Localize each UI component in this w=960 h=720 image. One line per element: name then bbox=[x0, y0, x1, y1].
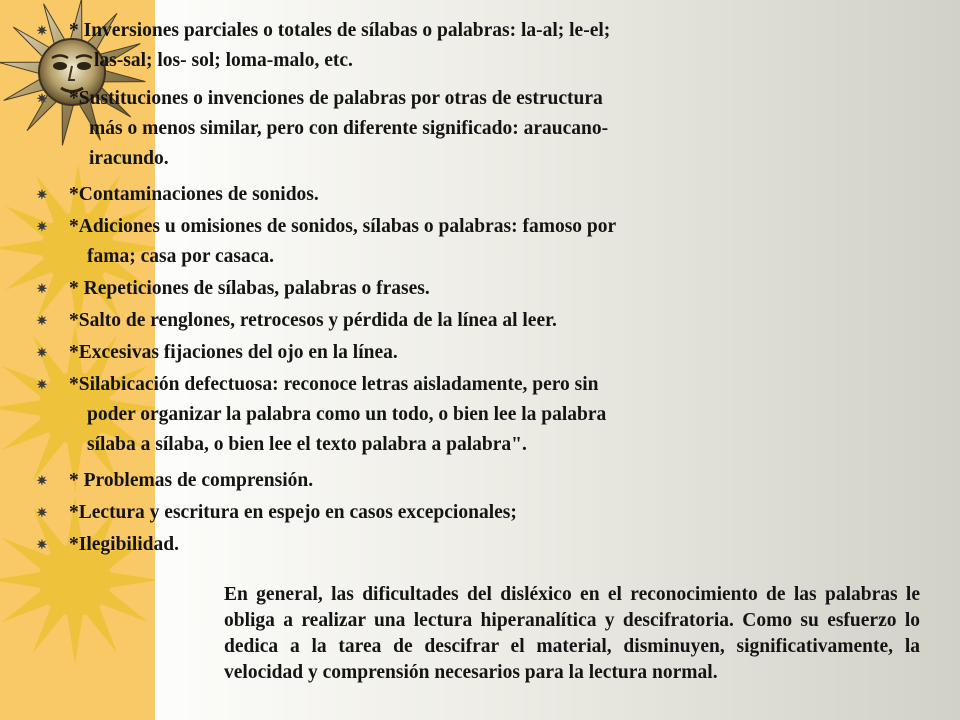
list-item-text bbox=[32, 530, 772, 560]
list-item-text bbox=[32, 180, 772, 210]
list-item-line: las-sal; los- sol; loma-malo, etc. bbox=[94, 50, 353, 71]
list-item-line: *Adiciones u omisiones de sonidos, sílabas o palabras: famoso por bbox=[69, 216, 617, 237]
list-item bbox=[32, 370, 772, 460]
list-item-text bbox=[32, 338, 772, 368]
star-bullet-icon: ✷ bbox=[36, 473, 48, 488]
list-item bbox=[32, 306, 772, 336]
star-bullet-icon: ✷ bbox=[36, 23, 48, 38]
list-item-text bbox=[32, 306, 772, 336]
list-item-line: *Salto de renglones, retrocesos y pérdida de la línea al leer. bbox=[69, 310, 557, 331]
list-item-text bbox=[32, 84, 772, 174]
list-item bbox=[32, 338, 772, 368]
list-item-line: * Problemas de comprensión. bbox=[69, 470, 314, 491]
list-item-line: * Repeticiones de sílabas, palabras o frases. bbox=[69, 278, 430, 299]
list-item-text bbox=[32, 498, 772, 528]
list-item bbox=[32, 212, 772, 272]
list-item-text bbox=[32, 274, 772, 304]
list-item bbox=[32, 274, 772, 304]
list-item-line: *Excesivas fijaciones del ojo en la línea. bbox=[69, 342, 398, 363]
list-item-line: *Lectura y escritura en espejo en casos excepcionales; bbox=[69, 502, 517, 523]
star-bullet-icon: ✷ bbox=[36, 219, 48, 234]
list-item-line: *Ilegibilidad. bbox=[69, 534, 179, 555]
star-bullet-icon: ✷ bbox=[36, 537, 48, 552]
list-item-line: *Sustituciones o invenciones de palabras por otras de estructura bbox=[69, 88, 603, 109]
list-item bbox=[32, 498, 772, 528]
list-item-line: fama; casa por casaca. bbox=[87, 246, 275, 267]
list-item bbox=[32, 84, 772, 174]
star-bullet-icon: ✷ bbox=[36, 505, 48, 520]
list-item-line: sílaba a sílaba, o bien lee el texto palabra a palabra". bbox=[87, 434, 527, 455]
star-bullet-icon: ✷ bbox=[36, 377, 48, 392]
list-item bbox=[32, 530, 772, 560]
list-item bbox=[32, 466, 772, 496]
star-bullet-icon: ✷ bbox=[36, 281, 48, 296]
list-item-line: más o menos similar, pero con diferente significado: araucano- bbox=[89, 118, 609, 139]
star-bullet-icon: ✷ bbox=[36, 187, 48, 202]
list-item-line: poder organizar la palabra como un todo, o bien lee la palabra bbox=[87, 404, 607, 425]
list-item bbox=[32, 16, 772, 76]
star-bullet-icon: ✷ bbox=[36, 345, 48, 360]
list-item-text bbox=[32, 212, 772, 272]
list-item-text bbox=[32, 466, 772, 496]
star-bullet-icon: ✷ bbox=[36, 313, 48, 328]
list-item-line: *Contaminaciones de sonidos. bbox=[69, 184, 319, 205]
list-item-line: *Silabicación defectuosa: reconoce letras aisladamente, pero sin bbox=[69, 374, 599, 395]
list-item-line: * Inversiones parciales o totales de sílabas o palabras: la-al; le-el; bbox=[69, 20, 611, 41]
list-item-text bbox=[32, 370, 772, 460]
list-item-text bbox=[32, 16, 772, 76]
list-item bbox=[32, 180, 772, 210]
list-item-line: iracundo. bbox=[89, 148, 169, 169]
summary-paragraph: En general, las dificultades del disléxico en el reconocimiento de las palabras le obliga a realizar una lectura hiperanalítica y descifratoria. Como su esfuerzo lo dedica a la tarea de descifrar el material, disminuyen, significativamente, la velocidad y comprensión necesarios para la lectura normal. bbox=[224, 583, 920, 683]
star-bullet-icon: ✷ bbox=[36, 91, 48, 106]
